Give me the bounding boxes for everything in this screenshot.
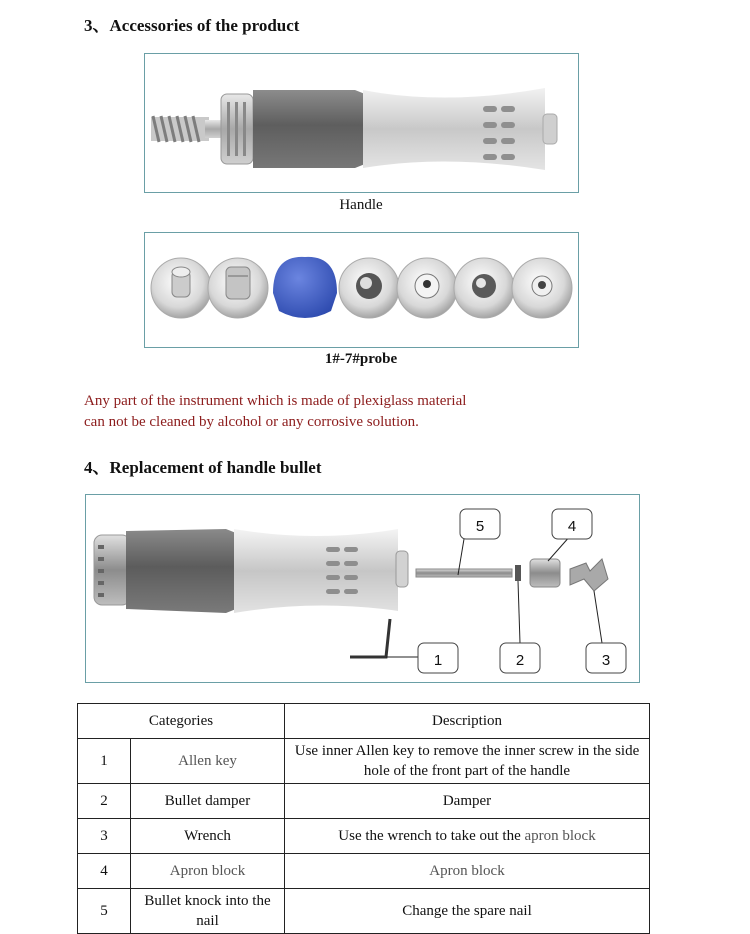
handle-image: [144, 53, 579, 193]
row-description: [285, 819, 650, 854]
callout-2: [500, 643, 540, 673]
row-number: 5: [78, 889, 131, 934]
table-row: [78, 889, 650, 934]
spring-icon: [151, 116, 209, 142]
probes-illustration: [145, 233, 578, 347]
header-description: Description: [285, 704, 650, 739]
probe-3-icon: [273, 257, 337, 318]
probe-caption: 1#-7#probe: [324, 351, 398, 367]
row-description: Use inner Allen key to remove the inner screw in the side hole of the front part of the handle: [285, 739, 650, 784]
probe-6-icon: [454, 258, 514, 318]
row-number: 3: [78, 819, 131, 854]
svg-text:4: 4: [567, 518, 577, 535]
svg-text:2: 2: [515, 652, 525, 669]
row-category: Bullet knock into the nail: [131, 889, 285, 934]
description-prefix: Use the wrench to take out the: [338, 828, 525, 844]
section-4-heading: 4、Replacement of handle bullet: [84, 458, 322, 477]
table-row: [78, 854, 650, 889]
description-suffix: apron block: [524, 828, 596, 844]
callout-5: [460, 509, 500, 539]
callout-3: [586, 643, 626, 673]
callout-4: [552, 509, 592, 539]
svg-text:3: 3: [601, 652, 611, 669]
probe-1-icon: [151, 258, 211, 318]
warning-line-2: can not be cleaned by alcohol or any corrosive solution.: [84, 414, 419, 430]
handle-exploded-illustration: [86, 495, 639, 682]
row-description: Apron block: [285, 854, 650, 889]
handle-replacement-diagram: [85, 494, 640, 683]
table-row: [78, 784, 650, 819]
handle-illustration: [145, 54, 578, 192]
svg-text:1: 1: [433, 652, 443, 669]
svg-text:5: 5: [475, 518, 485, 535]
probe-7-icon: [512, 258, 572, 318]
row-category: Wrench: [131, 819, 285, 854]
header-categories: Categories: [78, 704, 285, 739]
row-category: Allen key: [131, 739, 285, 784]
row-description: Damper: [285, 784, 650, 819]
probe-4-icon: [339, 258, 399, 318]
row-number: 2: [78, 784, 131, 819]
probes-image: [144, 232, 579, 348]
categories-table: [77, 703, 650, 934]
table-row: [78, 739, 650, 784]
warning-line-1: Any part of the instrument which is made of plexiglass material: [84, 393, 467, 409]
probe-2-icon: [208, 258, 268, 318]
cleaning-warning: [84, 391, 466, 433]
row-number: 1: [78, 739, 131, 784]
handle-caption: Handle: [339, 197, 383, 213]
callout-1: [418, 643, 458, 673]
probe-5-icon: [397, 258, 457, 318]
table-header-row: [78, 704, 650, 739]
row-number: 4: [78, 854, 131, 889]
section-3-heading: 3、Accessories of the product: [84, 16, 300, 35]
row-category: Bullet damper: [131, 784, 285, 819]
table-row: [78, 819, 650, 854]
row-description: Change the spare nail: [285, 889, 650, 934]
row-category: Apron block: [131, 854, 285, 889]
